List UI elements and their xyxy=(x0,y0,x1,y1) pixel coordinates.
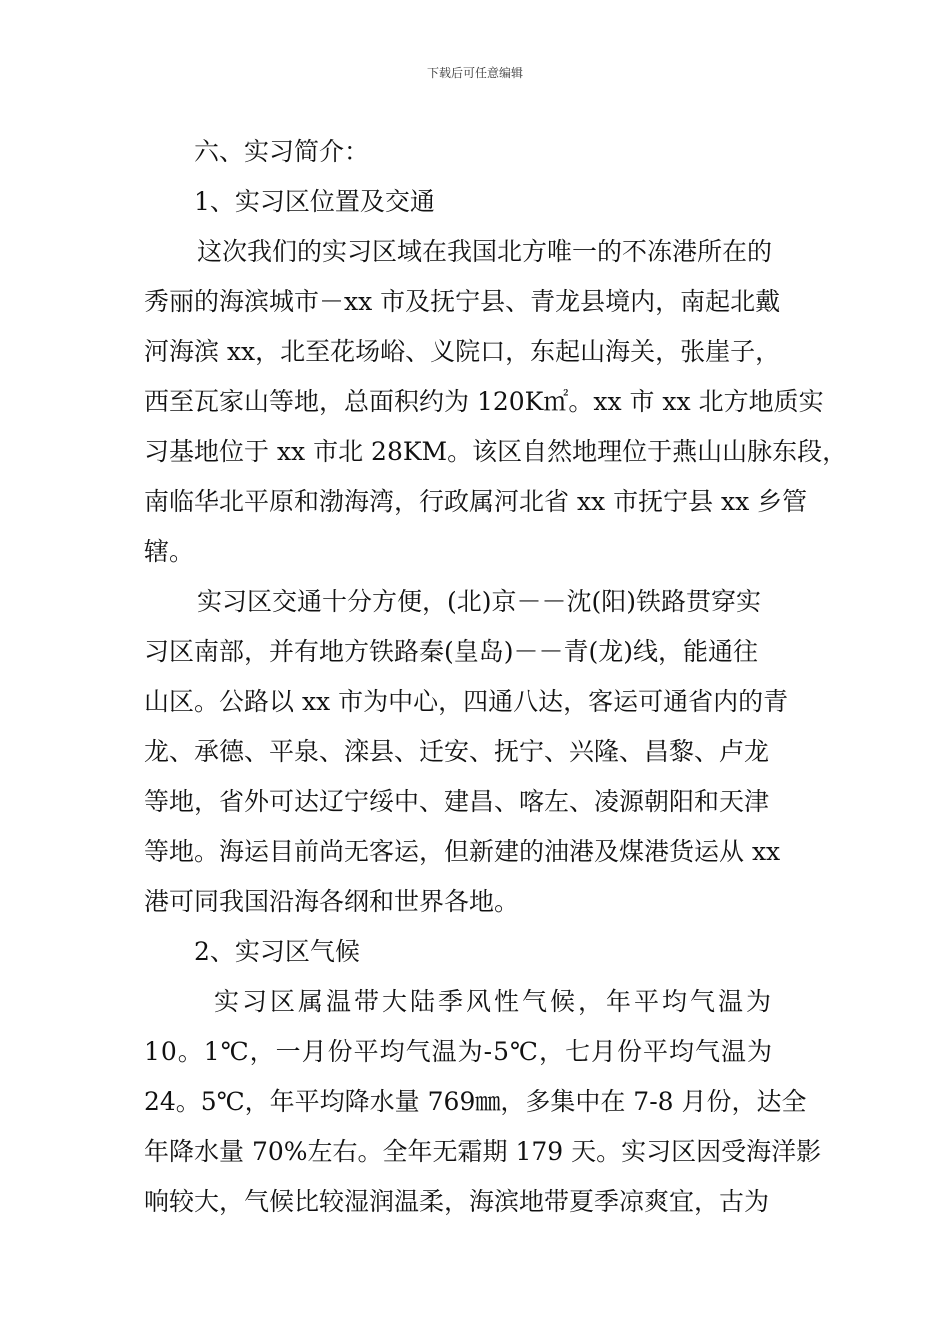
paragraph-line: 年降水量 70%左右。全年无霜期 179 天。实习区因受海洋影 xyxy=(144,1137,822,1166)
paragraph-line: 辖。 xyxy=(144,537,195,566)
paragraph-line: 习区南部，并有地方铁路秦(皇岛)－－青(龙)线，能通往 xyxy=(144,637,759,666)
paragraph-line: 港可同我国沿海各纲和世界各地。 xyxy=(144,887,520,916)
paragraph-line: 河海滨 xx，北至花场峪、义院口，东起山海关，张崖子， xyxy=(144,337,781,366)
paragraph-line: 秀丽的海滨城市－xx 市及抚宁县、青龙县境内，南起北戴 xyxy=(144,287,781,316)
section-heading: 六、实习简介： xyxy=(194,137,370,166)
paragraph-line: 响较大，气候比较湿润温柔，海滨地带夏季凉爽宜，古为 xyxy=(144,1187,770,1216)
paragraph-line: 等地，省外可达辽宁绥中、建昌、喀左、凌源朝阳和天津 xyxy=(144,787,770,816)
subsection-heading-climate: 2、实习区气候 xyxy=(194,937,360,966)
paragraph-line: 这次我们的实习区域在我国北方唯一的不冻港所在的 xyxy=(197,237,773,266)
paragraph-line: 西至瓦家山等地，总面积约为 120K㎡。xx 市 xx 北方地质实 xyxy=(144,387,824,416)
paragraph-line: 等地。海运目前尚无客运，但新建的油港及煤港货运从 xx xyxy=(144,837,781,866)
paragraph-line: 南临华北平原和渤海湾，行政属河北省 xx 市抚宁县 xx 乡管 xyxy=(144,487,808,516)
page-header: 下载后可任意编辑 xyxy=(426,66,523,80)
paragraph-line: 习基地位于 xx 市北 28KM。该区自然地理位于燕山山脉东段， xyxy=(144,437,848,466)
paragraph-line: 实习区交通十分方便，(北)京－－沈(阳)铁路贯穿实 xyxy=(197,587,762,616)
paragraph-line: 10。1℃，一月份平均气温为-5℃，七月份平均气温为 xyxy=(144,1037,774,1066)
paragraph-line: 实习区属温带大陆季风性气候，年平均气温为 xyxy=(214,987,775,1016)
paragraph-line: 龙、承德、平泉、滦县、迁安、抚宁、兴隆、昌黎、卢龙 xyxy=(144,737,770,766)
paragraph-line: 24。5℃，年平均降水量 769㎜，多集中在 7-8 月份，达全 xyxy=(144,1087,807,1116)
paragraph-line: 山区。公路以 xx 市为中心，四通八达，客运可通省内的青 xyxy=(144,687,789,716)
subsection-heading-location: 1、实习区位置及交通 xyxy=(194,187,435,216)
